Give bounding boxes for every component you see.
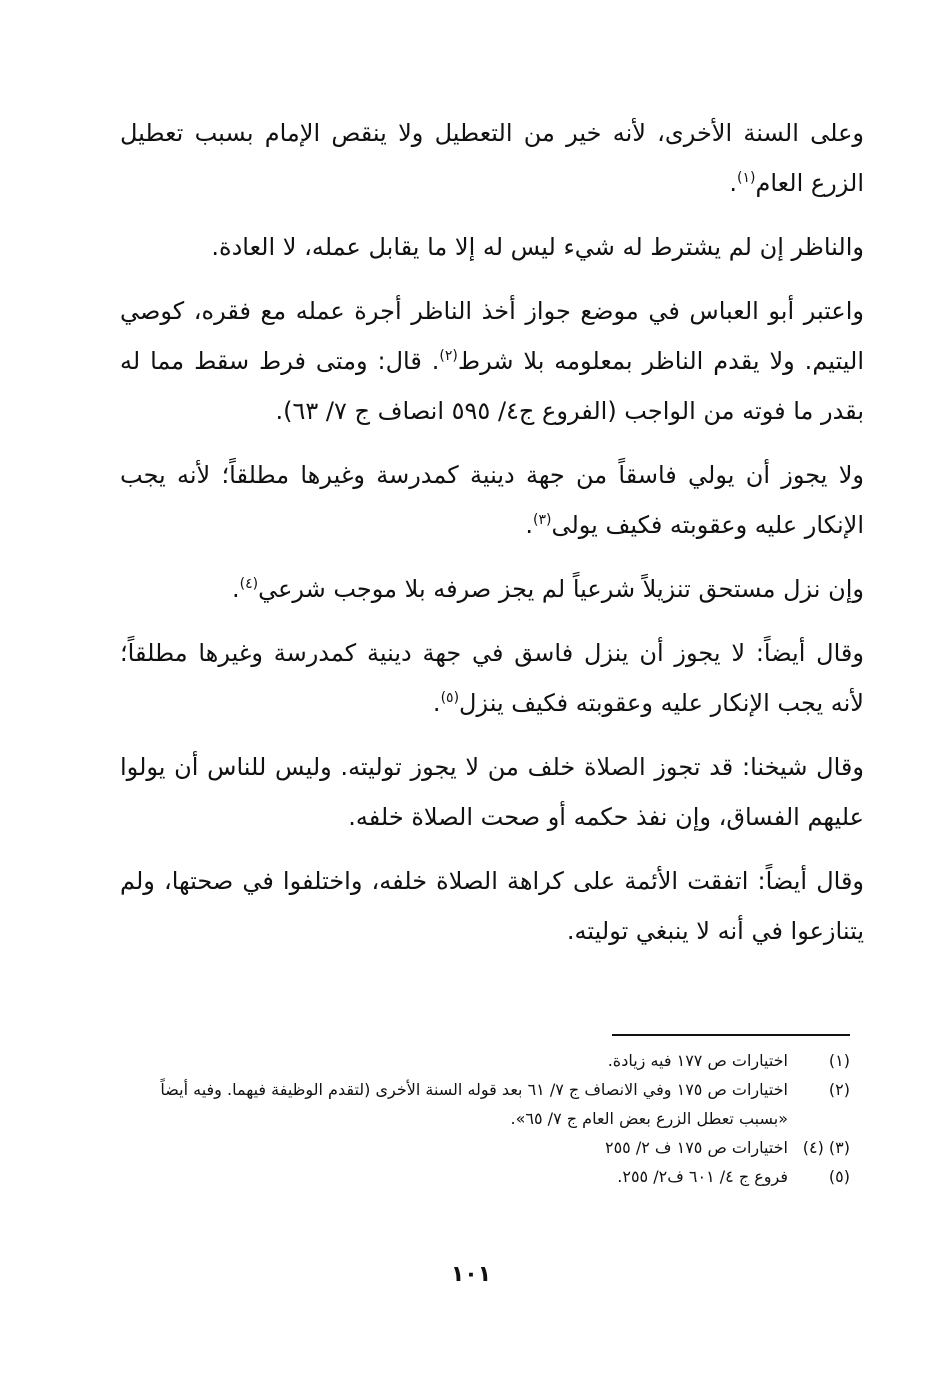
- footnote-text: اختيارات ص ١٧٧ فيه زيادة.: [607, 1051, 788, 1070]
- footnote-3-4: [110, 1133, 850, 1162]
- footnote-text: اختيارات ص ١٧٥ ف ٢/ ٢٥٥: [604, 1138, 788, 1157]
- footnote-marker: (١): [828, 1051, 850, 1070]
- footnote-reference: (٣): [533, 512, 552, 528]
- paragraph-text: وقال أيضاً: لا يجوز أن ينزل فاسق في جهة دينية كمدرسة وغيرها مطلقاً؛ لأنه يجب الإنكار عليه وعقوبته فكيف ينزل: [120, 639, 864, 717]
- paragraph-text: واعتبر أبو العباس في موضع جواز أخذ الناظر أجرة عمله مع فقره، كوصي اليتيم. ولا يقدم الناظر بمعلومه بلا شرط: [120, 297, 864, 375]
- paragraph-text: وقال شيخنا: قد تجوز الصلاة خلف من لا يجوز توليته. وليس للناس أن يولوا عليهم الفساق، وإن نفذ حكمه أو صحت الصلاة خلفه.: [120, 753, 864, 831]
- paragraph-continuation: .: [525, 511, 533, 539]
- paragraph-continuation: .: [231, 575, 240, 603]
- footnote-2: [110, 1075, 850, 1133]
- paragraph-3: [120, 286, 864, 436]
- footnote-divider: [612, 1034, 850, 1036]
- footnote-marker: (٢): [828, 1080, 850, 1099]
- footnote-text: فروع ج ٤/ ٦٠١ ف٢/ ٢٥٥.: [617, 1167, 788, 1186]
- footnote-1: [110, 1046, 850, 1075]
- footnote-reference: (١): [737, 170, 756, 186]
- paragraph-text: والناظر إن لم يشترط له شيء ليس له إلا ما يقابل عمله، لا العادة.: [211, 233, 864, 261]
- paragraph-1: [120, 108, 864, 208]
- paragraph-text: وإن نزل مستحق تنزيلاً شرعياً لم يجز صرفه بلا موجب شرعي: [258, 575, 864, 603]
- paragraph-2: [120, 222, 864, 272]
- paragraph-text: وعلى السنة الأخرى، لأنه خير من التعطيل ولا ينقص الإمام بسبب تعطيل الزرع العام: [120, 119, 864, 197]
- paragraph-continuation: .: [729, 169, 738, 197]
- footnote-reference: (٢): [439, 348, 458, 364]
- footnote-marker: (٣) (٤): [802, 1138, 850, 1157]
- main-text: [120, 108, 864, 970]
- paragraph-text: وقال أيضاً: اتفقت الأئمة على كراهة الصلاة خلفه، واختلفوا في صحتها، ولم يتنازعوا في أنه لا ينبغي توليته.: [120, 867, 864, 945]
- paragraph-4: [120, 450, 864, 550]
- page-number: ١٠١: [450, 1262, 492, 1287]
- footnote-5: [110, 1162, 850, 1191]
- paragraph-continuation: .: [432, 689, 441, 717]
- paragraph-8: [120, 856, 864, 956]
- footnote-text: اختيارات ص ١٧٥ وفي الانصاف ج ٧/ ٦١ بعد قوله السنة الأخرى (لتقدم الوظيفة فيهما. وفيه أيضاً «بسبب تعطل الزرع بعض العام ج ٧/ ٦٥».: [160, 1080, 788, 1128]
- paragraph-5: [120, 564, 864, 614]
- footnote-reference: (٤): [239, 576, 259, 592]
- paragraph-continuation: . قال: ومتى فرط سقط مما له بقدر ما فوته من الواجب (الفروع ج٤/ ٥٩٥ انصاف ج ٧/ ٦٣).: [120, 347, 864, 425]
- footnote-marker: (٥): [828, 1167, 850, 1186]
- paragraph-7: [120, 742, 864, 842]
- footnote-reference: (٥): [440, 690, 460, 706]
- footnotes: [110, 1046, 850, 1191]
- paragraph-text: ولا يجوز أن يولي فاسقاً من جهة دينية كمدرسة وغيرها مطلقاً؛ لأنه يجب الإنكار عليه وعقوبته فكيف يولى: [120, 461, 864, 539]
- paragraph-6: [120, 628, 864, 728]
